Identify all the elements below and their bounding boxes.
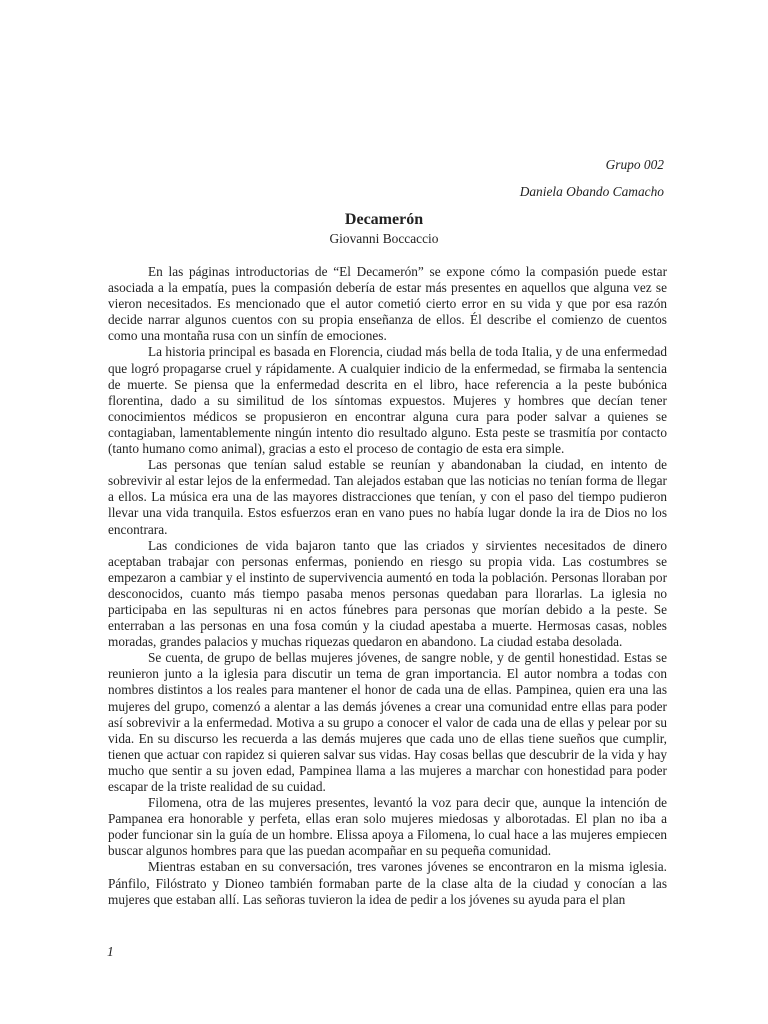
- student-name: Daniela Obando Camacho: [519, 184, 664, 199]
- body-paragraph: Filomena, otra de las mujeres presentes, levantó la voz para decir que, aunque la intención de Pampanea era honorable y perfeta, ellas eran solo mujeres miedosas y alborotadas. El plan no iba a poder funcionar sin la guía de un hombre. Elissa apoya a Filomena, lo cual hace a las mujeres empiecen buscar algunos hombres para que las puedan acompañar en su pequeña comunidad.: [108, 795, 667, 859]
- document-title: Decamerón: [344, 211, 424, 228]
- body-paragraph: Las condiciones de vida bajaron tanto que las criados y sirvientes necesitados de dinero aceptaban trabajar con personas enfermas, poniendo en riesgo su propia vida. Las costumbres se empezaron a cambiar y el instinto de supervivencia aumentó en toda la población. Personas lloraban por desconocidos, cuanto más tiempo pasaba menos personas quedaban para llorarlas. La iglesia no participaba en las sepulturas ni en actos fúnebres para personas que morían debido a la peste. Se enterraban a las personas en una fosa común y la ciudad apestaba a muerte. Hermosas casas, nobles moradas, grandes palacios y muchas riquezas quedaron en abandono. La ciudad estaba desolada.: [108, 537, 667, 650]
- page-number: 1: [107, 944, 114, 959]
- body-paragraph: La historia principal es basada en Florencia, ciudad más bella de toda Italia, y de una enfermedad que logró propagarse cruel y rápidamente. A cualquier indicio de la enfermedad, se firmaba la sentencia de muerte. Se piensa que la enfermedad descrita en el libro, hace referencia a la peste bubónica florentina, dado a su similitud de los síntomas expuestos. Mujeres y hombres que decían tener conocimientos médicos se propusieron en encontrar alguna cura para poder salvar a quienes se contagiaban, lamentablemente ningún intento dio resultado alguno. Esta peste se trasmitía por contacto (tanto humano como animal), gracias a esto el proceso de contagio de esta era simple.: [108, 344, 667, 457]
- body-paragraph: Las personas que tenían salud estable se reunían y abandonaban la ciudad, en intento de sobrevivir al estar lejos de la enfermedad. Tan alejados estaban que las noticias no tenían forma de llegar a ellos. La música era una de las mayores distracciones que tenían, y con el paso del tiempo pudieron llevar una vida tranquila. Estos esfuerzos eran en vano pues no había lugar donde la ira de Dios no los encontrara.: [108, 457, 667, 537]
- document-body: [108, 264, 667, 908]
- group-label: Grupo 002: [605, 157, 664, 172]
- body-paragraph: En las páginas introductorias de “El Decamerón” se expone cómo la compasión puede estar asociada a la empatía, pues la compasión debería de estar más presentes en aquellos que alguna vez se vieron necesitados. Es mencionado que el autor cometió cierto error en su vida y que por esa razón decide narrar algunos cuentos con su propia enseñanza de ellos. Él describe el comienzo de cuentos como una montaña rusa con un sinfín de emociones.: [108, 264, 667, 344]
- document-subtitle: Giovanni Boccaccio: [329, 231, 439, 246]
- body-paragraph: Se cuenta, de grupo de bellas mujeres jóvenes, de sangre noble, y de gentil honestidad. Estas se reunieron junto a la iglesia para discutir un tema de gran importancia. El autor nombra a todas con nombres distintos a los reales para mantener el honor de cada una de ellas. Pampinea, quien era una las mujeres del grupo, comenzó a alentar a las demás jóvenes a crear una comunidad entre ellas para poder así sobrevivir a la enfermedad. Motiva a su grupo a conocer el valor de cada una de ellas y pelear por su vida. En su discurso les recuerda a las demás mujeres que cada uno de ellas tiene sueños que cumplir, tienen que actuar con rapidez si quieren salvar sus vidas. Hay cosas bellas que descubrir de la vida y hay mucho que sentir a su joven edad, Pampinea llama a las mujeres a marchar con honestidad para poder escapar de la triste realidad de su cuidad.: [108, 650, 667, 794]
- body-paragraph: Mientras estaban en su conversación, tres varones jóvenes se encontraron en la misma iglesia. Pánfilo, Filóstrato y Dioneo también formaban parte de la clase alta de la ciudad y conocían a las mujeres que estaban allí. Las señoras tuvieron la idea de pedir a los jóvenes su ayuda para el plan: [108, 859, 667, 907]
